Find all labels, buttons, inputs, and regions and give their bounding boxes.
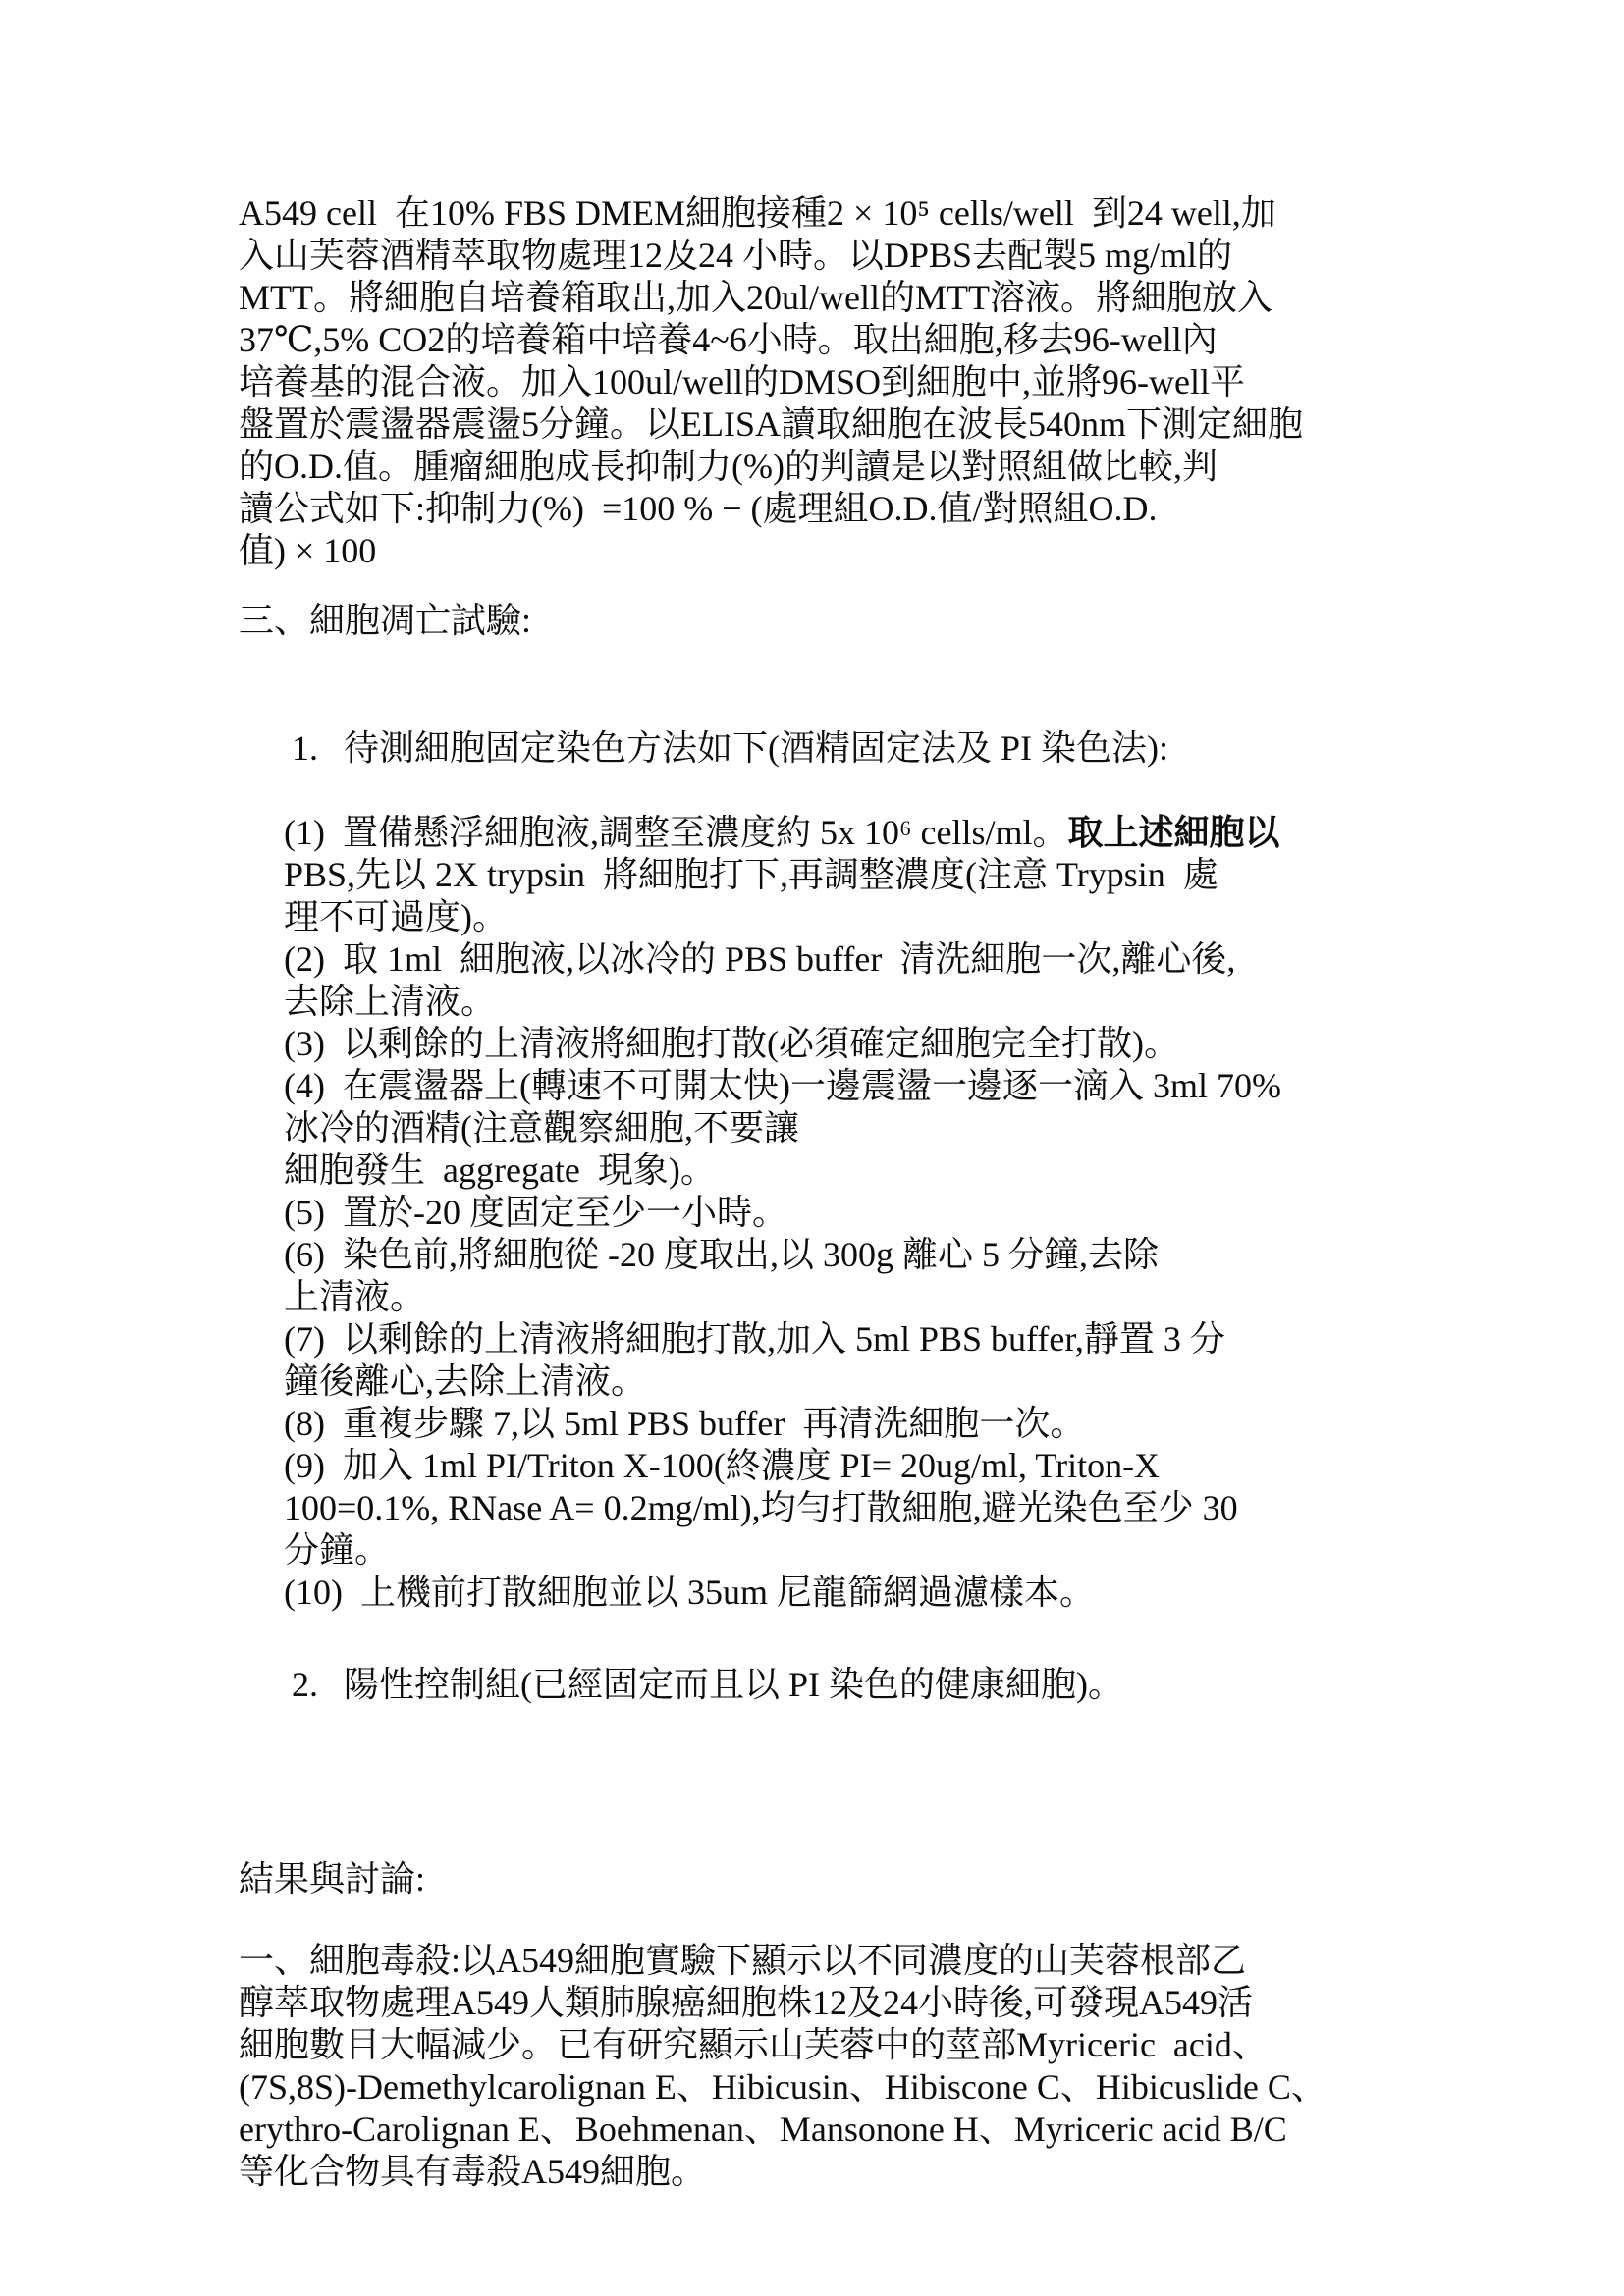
text-line: 值) × 100: [239, 531, 377, 570]
text-line: 理不可過度)。: [284, 897, 508, 936]
step-10: [284, 1572, 1407, 1614]
step-7: [284, 1318, 1407, 1403]
list-item-title: 待測細胞固定染色方法如下(酒精固定法及 PI 染色法):: [344, 728, 1168, 768]
text-line: (4) 在震盪器上(轉速不可開太快)一邊震盪一邊逐一滴入 3ml 70%: [284, 1066, 1281, 1105]
text-line: (7S,8S)-Demethylcarolignan E、Hibicusin、Hibiscone C、Hibicuslide C、: [239, 2067, 1326, 2107]
text-line: (3) 以剩餘的上清液將細胞打散(必須確定細胞完全打散)。: [284, 1024, 1179, 1063]
step-8: [284, 1403, 1407, 1445]
step-3: [284, 1023, 1407, 1065]
text-line: A549 cell 在10% FBS DMEM細胞接種2 × 10⁵ cells/well 到24 well,加: [239, 193, 1276, 233]
results-heading: 結果與討論:: [239, 1859, 426, 1898]
intro-paragraph: [239, 192, 1407, 572]
text-line: 細胞發生 aggregate 現象)。: [284, 1150, 716, 1190]
text-line: erythro-Carolignan E、Boehmenan、Mansonone H、Myriceric acid B/C: [239, 2109, 1287, 2149]
section-heading-apoptosis: 三、細胞凋亡試驗:: [239, 601, 532, 640]
text-line: 去除上清液。: [284, 982, 497, 1021]
step-4: [284, 1065, 1407, 1192]
list-item-number: 2.: [292, 1665, 318, 1704]
text-line: 培養基的混合液。加入100ul/well的DMSO到細胞中,並將96-well平: [239, 362, 1245, 401]
list-item-2: [239, 1622, 1407, 1748]
text-line: (8) 重複步驟 7,以 5ml PBS buffer 再清洗細胞一次。: [284, 1404, 1086, 1443]
text-line: (9) 加入 1ml PI/Triton X-100(終濃度 PI= 20ug/ml, Triton-X: [284, 1446, 1161, 1485]
list-item-number: 1.: [292, 728, 318, 768]
text-line: (5) 置於-20 度固定至少一小時。: [284, 1193, 787, 1232]
procedure-steps: [239, 812, 1407, 1614]
results-paragraph: [239, 1940, 1407, 2193]
text-line: 37℃,5% CO2的培養箱中培養4~6小時。取出細胞,移去96-well內: [239, 320, 1218, 359]
text-line: 的O.D.值。腫瘤細胞成長抑制力(%)的判讀是以對照組做比較,判: [239, 447, 1218, 486]
step-6: [284, 1234, 1407, 1318]
text-line: 一、細胞毒殺:以A549細胞實驗下顯示以不同濃度的山芙蓉根部乙: [239, 1941, 1247, 1980]
text-line: 盤置於震盪器震盪5分鐘。以ELISA讀取細胞在波長540nm下測定細胞: [239, 404, 1303, 444]
step-5: [284, 1192, 1407, 1234]
text-line: 讀公式如下:抑制力(%) =100 % − (處理組O.D.值/對照組O.D.: [239, 489, 1158, 528]
text-line: [284, 812, 1407, 854]
step-1: [284, 812, 1407, 938]
text-line: (6) 染色前,將細胞從 -20 度取出,以 300g 離心 5 分鐘,去除: [284, 1235, 1159, 1274]
text-line: (7) 以剩餘的上清液將細胞打散,加入 5ml PBS buffer,靜置 3 分: [284, 1319, 1225, 1359]
list-item-1: [239, 685, 1407, 812]
text-line: 上清液。: [284, 1277, 426, 1316]
text-line: 分鐘。: [284, 1530, 391, 1570]
text-line: 鐘後離心,去除上清液。: [284, 1362, 647, 1401]
step-text: (1) 置備懸浮細胞液,調整至濃度約 5x 10⁶ cells/ml。: [284, 813, 1068, 852]
text-line: 細胞數目大幅減少。已有研究顯示山芙蓉中的莖部Myriceric acid、: [239, 2025, 1268, 2064]
list-item-title: 陽性控制組(已經固定而且以 PI 染色的健康細胞)。: [344, 1665, 1123, 1704]
step-2: [284, 938, 1407, 1023]
text-line: 等化合物具有毒殺A549細胞。: [239, 2152, 706, 2191]
step-9: [284, 1445, 1407, 1572]
text-line: 冰冷的酒精(注意觀察細胞,不要讓: [284, 1108, 799, 1148]
text-line: PBS,先以 2X trypsin 將細胞打下,再調整濃度(注意 Trypsin 處: [284, 855, 1218, 894]
text-line: 入山芙蓉酒精萃取物處理12及24 小時。以DPBS去配製5 mg/ml的: [239, 236, 1233, 275]
text-line: 100=0.1%, RNase A= 0.2mg/ml),均勻打散細胞,避光染色至少 30: [284, 1488, 1238, 1527]
step-text-bold: 取上述細胞以: [1067, 813, 1280, 852]
text-line: MTT。將細胞自培養箱取出,加入20ul/well的MTT溶液。將細胞放入: [239, 278, 1272, 317]
document-body: [239, 192, 1407, 2193]
text-line: (10) 上機前打散細胞並以 35um 尼龍篩網過濾樣本。: [284, 1573, 1095, 1612]
text-line: 醇萃取物處理A549人類肺腺癌細胞株12及24小時後,可發現A549活: [239, 1983, 1253, 2022]
text-line: (2) 取 1ml 細胞液,以冰冷的 PBS buffer 清洗細胞一次,離心後,: [284, 939, 1236, 979]
